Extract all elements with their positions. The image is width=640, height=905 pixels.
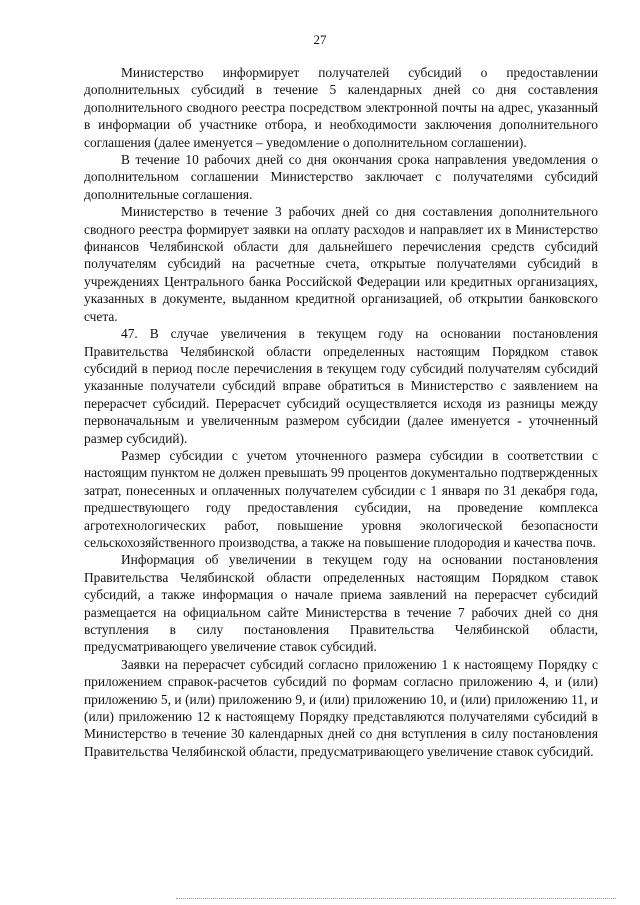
paragraph-agreements: В течение 10 рабочих дней со дня окончания срока направления уведомления о дополнительном соглашении Министерство заключает с получателями субсидий дополнительные соглашения. [84,152,598,202]
document-body [84,64,598,760]
paragraph-recalculation-requests: Заявки на перерасчет субсидий согласно приложению 1 к настоящему Порядку с приложением справок-расчетов субсидий по формам согласно приложению 4, и (или) приложению 5, и (или) приложению 9, и (или) приложению 10, и (или) приложению 11, и (или) приложению 12 к настоящему Порядку представляются получателями субсидий в Министерство в течение 30 календарных дней со дня вступления в силу постановления Правительства Челябинской области, предусматривающего увеличение ставок субсидий. [84,656,598,759]
paragraph-notification: Министерство информирует получателей субсидий о предоставлении дополнительных субсидий в течение 5 календарных дней со дня составления дополнительного сводного реестра посредством электронной почты на адрес, указанный в информации об участнике отбора, и необходимости заключения дополнительного соглашения (далее именуется – уведомление о дополнительном соглашении). [84,65,598,150]
paragraph-information-publication: Информация об увеличении в текущем году на основании постановления Правительства Челябинской области определенных настоящим Порядком ставок субсидий, а также информация о начале приема заявлений на перерасчет субсидий размещается на официальном сайте Министерства в течение 7 рабочих дней со дня вступления в силу постановления Правительства Челябинской области, предусматривающего увеличение ставок субсидий. [84,552,598,655]
paragraph-payment-requests: Министерство в течение 3 рабочих дней со дня составления дополнительного сводного реестра формирует заявки на оплату расходов и направляет их в Министерство финансов Челябинской области для дальнейшего перечисления средств субсидий получателям субсидий на расчетные счета, открытые получателями субсидий в учреждениях Центрального банка Российской Федерации или кредитных организациях, указанных в документе, выданном кредитной организацией, об открытии банковского счета. [84,204,598,324]
page-number: 27 [313,32,327,47]
paragraph-clause-47: 47. В случае увеличения в текущем году на основании постановления Правительства Челябинской области определенных настоящим Порядком ставок субсидий в период после перечисления в текущем году субсидий получателям субсидий указанные получатели субсидий вправе обратиться в Министерство с заявлением на перерасчет субсидий. Перерасчет субсидий осуществляется исходя из разницы между первоначальным и увеличенным размером субсидии (далее именуется - уточненный размер субсидий). [84,326,598,446]
scan-edge-line [176,898,616,899]
paragraph-subsidy-size: Размер субсидии с учетом уточненного размера субсидии в соответствии с настоящим пунктом не должен превышать 99 процентов документально подтвержденных затрат, понесенных и оплаченных получателем субсидии с 1 января по 31 декабря года, предшествующего году предоставления субсидии, на проведение комплекса агротехнологических работ, повышение уровня экологической безопасности сельскохозяйственного производства, а также на повышение плодородия и качества почв. [84,447,598,550]
